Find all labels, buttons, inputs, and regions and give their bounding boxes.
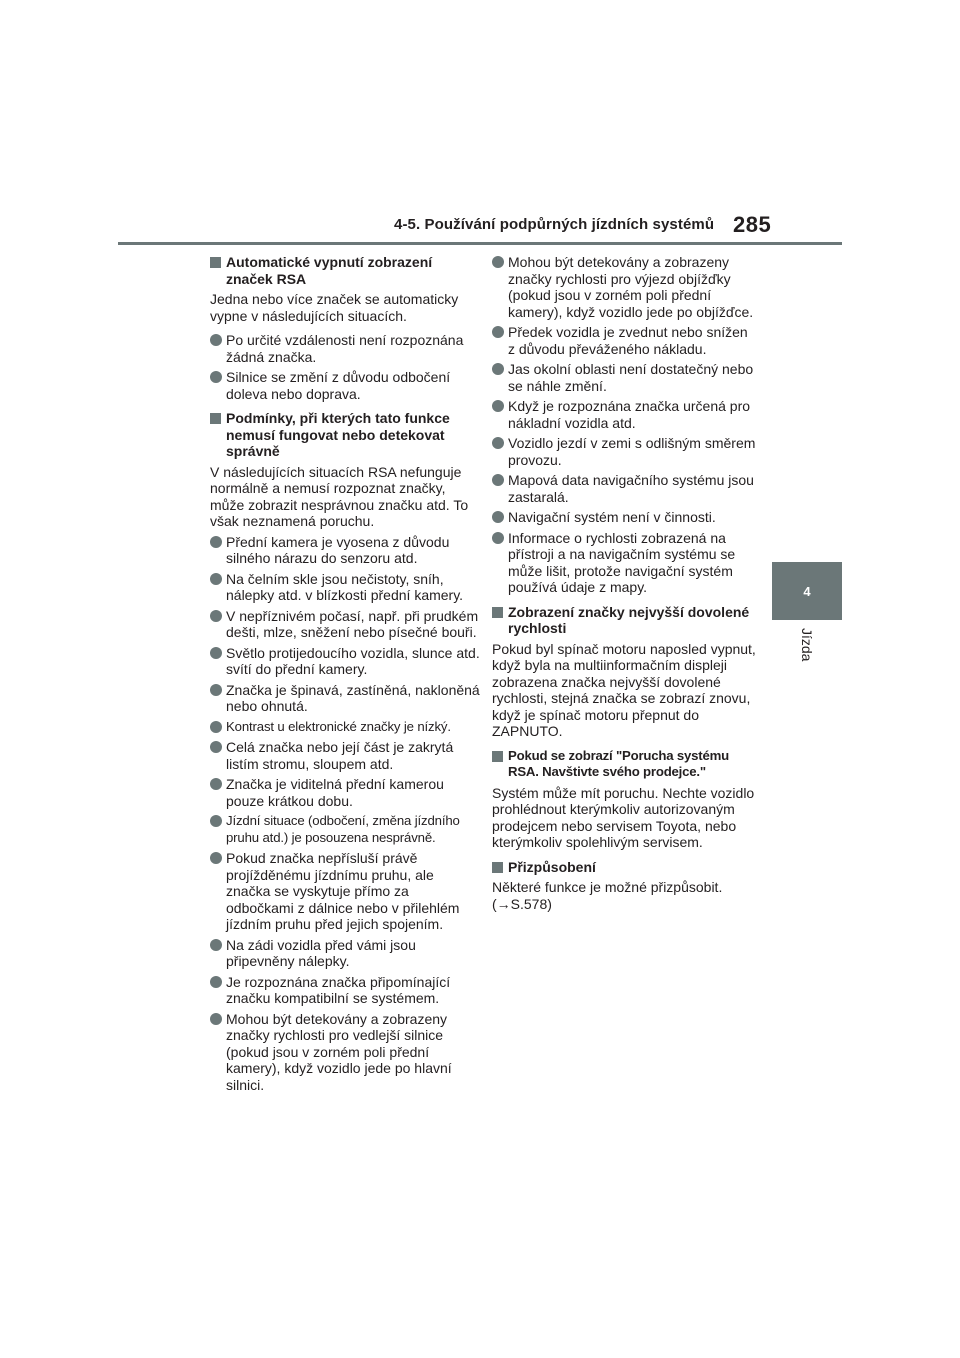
circle-bullet-icon (492, 326, 504, 338)
circle-bullet-icon (492, 474, 504, 486)
list-item: Celá značka nebo její část je zakrytá listím stromu, sloupem atd. (210, 739, 480, 772)
circle-bullet-icon (492, 363, 504, 375)
circle-bullet-icon (210, 371, 222, 383)
list-item: Vozidlo jezdí v zemi s odlišným směrem provozu. (492, 435, 758, 468)
list-item: Když je rozpoznána značka určená pro nákladní vozidla atd. (492, 398, 758, 431)
list-item: Značka je špinavá, zastíněná, nakloněná nebo ohnutá. (210, 682, 480, 715)
section-heading: Zobrazení značky nejvyšší dovolené rychlosti (492, 604, 758, 637)
circle-bullet-icon (210, 815, 222, 827)
circle-bullet-icon (210, 334, 222, 346)
list-item: Po určité vzdálenosti není rozpoznána žádná značka. (210, 332, 480, 365)
circle-bullet-icon (492, 511, 504, 523)
header-divider (118, 242, 842, 245)
square-bullet-icon (492, 862, 503, 873)
circle-bullet-icon (210, 684, 222, 696)
paragraph: Některé funkce je možné přizpůsobit. (→S.578) (492, 879, 723, 912)
circle-bullet-icon (210, 721, 222, 733)
list-item: Předek vozidla je zvednut nebo snížen z důvodu převáženého nákladu. (492, 324, 758, 357)
list-item: Mohou být detekovány a zobrazeny značky rychlosti pro vedlejší silnice (pokud jsou v zorném poli přední kamery), když vozidlo jede po hlavní silnici. (210, 1011, 480, 1094)
list-item: Kontrast u elektronické značky je nízký. (210, 719, 480, 736)
list-item: Jízdní situace (odbočení, změna jízdního pruhu atd.) je posouzena nesprávně. (210, 813, 480, 846)
circle-bullet-icon (210, 573, 222, 585)
square-bullet-icon (492, 607, 503, 618)
section-heading: Pokud se zobrazí "Porucha systému RSA. Navštivte svého prodejce." (492, 748, 758, 781)
list-item: Jas okolní oblasti není dostatečný nebo se náhle změní. (492, 361, 758, 394)
chapter-label: Jízda (799, 628, 815, 662)
chapter-tab[interactable] (772, 562, 842, 620)
list-item: V nepříznivém počasí, např. při prudkém dešti, mlze, sněžení nebo písečné bouři. (210, 608, 480, 641)
list-item: Na zádi vozidla před vámi jsou připevněny nálepky. (210, 937, 480, 970)
list-item: Světlo protijedoucího vozidla, slunce atd. svítí do přední kamery. (210, 645, 480, 678)
left-column (210, 254, 480, 1097)
circle-bullet-icon (210, 939, 222, 951)
list-item: Pokud značka nepřísluší právě projížděnému jízdnímu pruhu, ale značka se vyskytuje přímo za odbočkami z dálnice nebo v přilehlém jízdním pruhu před jejich spojením. (210, 850, 480, 933)
circle-bullet-icon (210, 1013, 222, 1025)
circle-bullet-icon (210, 741, 222, 753)
square-bullet-icon (210, 257, 221, 268)
circle-bullet-icon (210, 536, 222, 548)
list-item: Na čelním skle jsou nečistoty, sníh, nálepky atd. v blízkosti přední kamery. (210, 571, 480, 604)
square-bullet-icon (492, 751, 503, 762)
section-heading: Přizpůsobení (492, 859, 758, 876)
right-column (492, 254, 758, 920)
circle-bullet-icon (492, 437, 504, 449)
paragraph: V následujících situacích RSA nefunguje normálně a nemusí rozpoznat značky, může zobrazit nesprávnou značku atd. To však neznamená poruchu. (210, 463, 469, 529)
circle-bullet-icon (210, 610, 222, 622)
list-item: Informace o rychlosti zobrazená na přístroji a na navigačním systému se může lišit, protože navigační systém používá údaje z mapy. (492, 530, 758, 596)
circle-bullet-icon (210, 647, 222, 659)
page-number: 285 (733, 212, 772, 237)
circle-bullet-icon (210, 976, 222, 988)
list-item: Je rozpoznána značka připomínající značku kompatibilní se systémem. (210, 974, 480, 1007)
list-item: Silnice se změní z důvodu odbočení doleva nebo doprava. (210, 369, 480, 402)
list-item: Navigační systém není v činnosti. (492, 509, 758, 526)
circle-bullet-icon (492, 256, 504, 268)
list-item: Přední kamera je vyosena z důvodu silného nárazu do senzoru atd. (210, 534, 480, 567)
chapter-number: 4 (803, 583, 811, 599)
circle-bullet-icon (210, 778, 222, 790)
list-item: Mapová data navigačního systému jsou zastaralá. (492, 472, 758, 505)
paragraph: Jedna nebo více značek se automaticky vypne v následujících situacích. (210, 291, 459, 324)
section-heading: Podmínky, při kterých tato funkce nemusí fungovat nebo detekovat správně (210, 410, 480, 460)
section-heading: Automatické vypnutí zobrazení značek RSA (210, 254, 480, 287)
paragraph: Systém může mít poruchu. Nechte vozidlo prohlédnout kterýmkoliv autorizovaným prodejcem nebo servisem Toyota, nebo kterýmkoliv spolehlivým servisem. (492, 784, 755, 850)
list-item: Značka je viditelná přední kamerou pouze krátkou dobu. (210, 776, 480, 809)
circle-bullet-icon (210, 852, 222, 864)
square-bullet-icon (210, 413, 221, 424)
circle-bullet-icon (492, 400, 504, 412)
paragraph: Pokud byl spínač motoru naposled vypnut, když byla na multiinformačním displeji zobrazena značka nejvyšší dovolené rychlosti, stejná značka se zobrazí znovu, když je spínač motoru přepnut do ZAPNUTO. (492, 640, 756, 739)
list-item: Mohou být detekovány a zobrazeny značky rychlosti pro výjezd objížďky (pokud jsou v zorném poli přední kamery), když vozidlo jede po objížďce. (492, 254, 758, 320)
section-title: 4-5. Používání podpůrných jízdních systémů (394, 216, 715, 233)
circle-bullet-icon (492, 532, 504, 544)
